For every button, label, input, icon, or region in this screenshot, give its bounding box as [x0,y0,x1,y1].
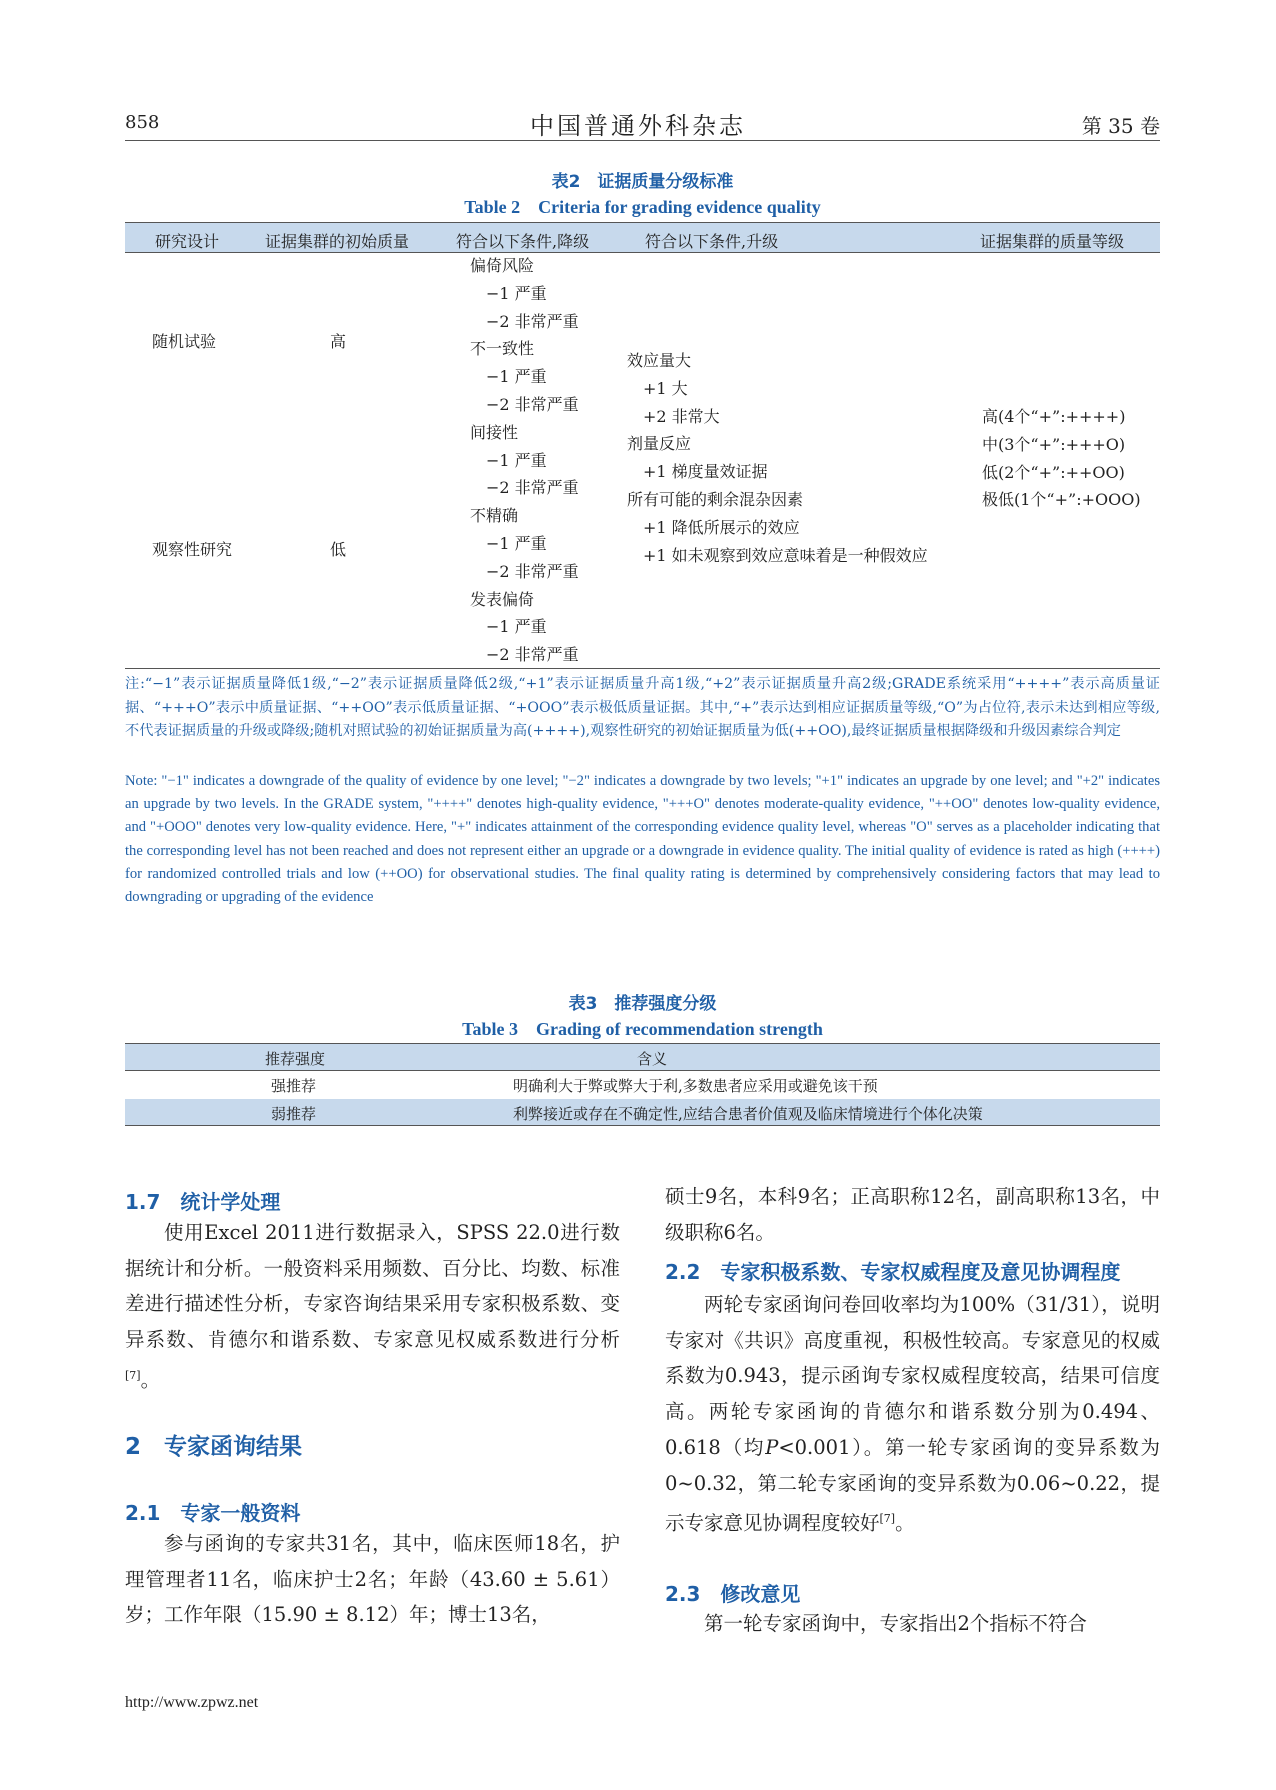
downgrade-level: −2 非常严重 [486,311,579,331]
grade-item: 低(2个“+”:++OO) [982,462,1125,482]
downgrade-factor: 不精确 [470,506,519,526]
section-2-3-title: 2.3 修改意见 [665,1582,801,1606]
table2-header-design: 研究设计 [155,232,220,251]
section-1-7-text: 使用Excel 2011进行数据录入，SPSS 22.0进行数据统计和分析。一般资料采用频数、百分比、均数、标准差进行描述性分析，专家咨询结果采用专家积极系数、变异系数、肯德尔和谐系数、专家意见权威系数进行分析[7]。 [125,1221,620,1392]
downgrade-level: −1 严重 [486,533,547,553]
upgrade-level: +1 大 [643,378,688,398]
upgrade-level: +1 梯度量效证据 [643,462,768,482]
table2-initial-observational: 低 [330,540,347,559]
section-2-2-title: 2.2 专家积极系数、专家权威程度及意见协调程度 [665,1260,1121,1284]
table2-header [125,222,1160,253]
table2-bottom-rule [125,668,1160,669]
table2-downgrade-list [470,252,579,669]
grade-item: 中(3个“+”:+++O) [982,434,1126,454]
table2-note-en: Note: "−1" indicates a downgrade of the quality of evidence by one level; "−2" indicates a downgrade by two levels; "+1" indicates an upgrade by one level; and "+2" indicates an upgrade by two levels. In the GRADE system, "++++" denotes high-quality evidence, "+++O" denotes moderate-quality evidence, "++OO" denotes low-quality evidence, and "+OOO" denotes very low-quality evidence. Here, "+" indicates attainment of the corresponding evidence quality level, whereas "O" serves as a placeholder indicating that the corresponding level has not been reached and does not represent either an upgrade or a downgrade in evidence quality. The initial quality of evidence is rated as high (++++) for randomized controlled trials and low (++OO) for observational studies. The final quality rating is determined by comprehensively considering factors that may lead to downgrading or upgrading of the evidence [125,773,1160,906]
footer-url: http://www.zpwz.net [125,1694,259,1711]
table3-row [125,1099,1160,1126]
table2-design-observational: 观察性研究 [152,540,233,559]
table2-header-grade: 证据集群的质量等级 [980,232,1125,251]
upgrade-level: +1 降低所展示的效应 [643,517,800,537]
section-2-1-title: 2.1 专家一般资料 [125,1501,301,1525]
section-2-1-text: 参与函询的专家共31名，其中，临床医师18名，护理管理者11名，临床护士2名；年龄（43.60 ± 5.61）岁；工作年限（15.90 ± 8.12）年；博士13名， [125,1532,620,1627]
downgrade-level: −2 非常严重 [486,645,579,665]
downgrade-factor: 发表偏倚 [470,589,535,609]
downgrade-level: −2 非常严重 [486,478,579,498]
page-number: 858 [125,112,160,133]
table3-caption-en: Table 3 Grading of recommendation strength [462,1019,823,1039]
table2-caption-en: Table 2 Criteria for grading evidence quality [464,197,821,217]
table3-header-meaning: 含义 [637,1050,668,1068]
table3-row [125,1071,1160,1097]
upgrade-level: +1 如未观察到效应意味着是一种假效应 [643,545,928,565]
downgrade-level: −2 非常严重 [486,394,579,414]
section-2-2-text: 两轮专家函询问卷回收率均为100%（31/31），说明专家对《共识》高度重视，积极性较高。专家意见的权威系数为0.943，提示函询专家权威程度较高，结果可信度高。两轮专家函询的肯德尔和谐系数分别为0.494、0.618（均P<0.001）。第一轮专家函询的变异系数为0~0.32，第二轮专家函询的变异系数为0.06~0.22，提示专家意见协调程度较好[7]。 [665,1293,1160,1535]
journal-title: 中国普通外科杂志 [530,112,746,140]
section-2-1-continued: 硕士9名，本科9名；正高职称12名，副高职称13名，中级职称6名。 [665,1185,1160,1244]
table2-upgrade-list [627,347,928,569]
upgrade-factor: 剂量反应 [627,434,692,454]
downgrade-level: −1 严重 [486,450,547,470]
table3-meaning: 明确利大于弊或弊大于利,多数患者应采用或避免该干预 [513,1077,878,1095]
downgrade-level: −2 非常严重 [486,561,579,581]
grade-item: 高(4个“+”:++++) [982,407,1126,426]
citation-7: [7] [125,1368,141,1382]
downgrade-level: −1 严重 [486,617,547,637]
downgrade-factor: 不一致性 [470,339,535,359]
section-2-title: 2 专家函询结果 [125,1434,303,1460]
table3-header [125,1043,1160,1071]
table2-caption-zh: 表2 证据质量分级标准 [551,172,734,192]
upgrade-factor: 所有可能的剩余混杂因素 [627,489,804,509]
table2-design-rct: 随机试验 [152,332,217,351]
volume-label: 第 35 卷 [1081,114,1160,138]
table3-meaning: 利弊接近或存在不确定性,应结合患者价值观及临床情境进行个体化决策 [513,1105,983,1123]
table2-header-downgrade: 符合以下条件,降级 [456,232,590,251]
table3-strength: 强推荐 [271,1077,317,1095]
downgrade-level: −1 严重 [486,367,547,387]
table2-note-zh: 注:“−1”表示证据质量降低1级,“−2”表示证据质量降低2级,“+1”表示证据质量升高1级,“+2”表示证据质量升高2级;GRADE系统采用“++++”表示高质量证据、“+++O”表示中质量证据、“++OO”表示低质量证据、“+OOO”表示极低质量证据。其中,“+”表示达到相应证据质量等级,“O”为占位符,表示未达到相应等级,不代表证据质量的升级或降级;随机对照试验的初始证据质量为高(++++),观察性研究的初始证据质量为低(++OO),最终证据质量根据降级和升级因素综合判定 [125,676,1160,739]
section-2-3-text: 第一轮专家函询中，专家指出2个指标不符合 [704,1612,1087,1635]
downgrade-factor: 偏倚风险 [470,256,535,275]
table2-initial-rct: 高 [330,332,347,351]
downgrade-level: −1 严重 [486,283,547,303]
table2-grade-list [982,403,1141,514]
table3-caption-zh: 表3 推荐强度分级 [568,994,717,1014]
section-1-7-title: 1.7 统计学处理 [125,1190,281,1214]
upgrade-level: +2 非常大 [643,406,720,426]
table3-strength: 弱推荐 [271,1105,317,1123]
downgrade-factor: 间接性 [470,422,519,442]
table3-header-strength: 推荐强度 [265,1050,326,1068]
citation-7: [7] [879,1512,896,1526]
table2-header-initial: 证据集群的初始质量 [265,232,410,251]
header-rule [125,140,1160,141]
table2-header-upgrade: 符合以下条件,升级 [645,232,779,251]
upgrade-factor: 效应量大 [627,351,692,370]
grade-item: 极低(1个“+”:+OOO) [982,490,1141,510]
